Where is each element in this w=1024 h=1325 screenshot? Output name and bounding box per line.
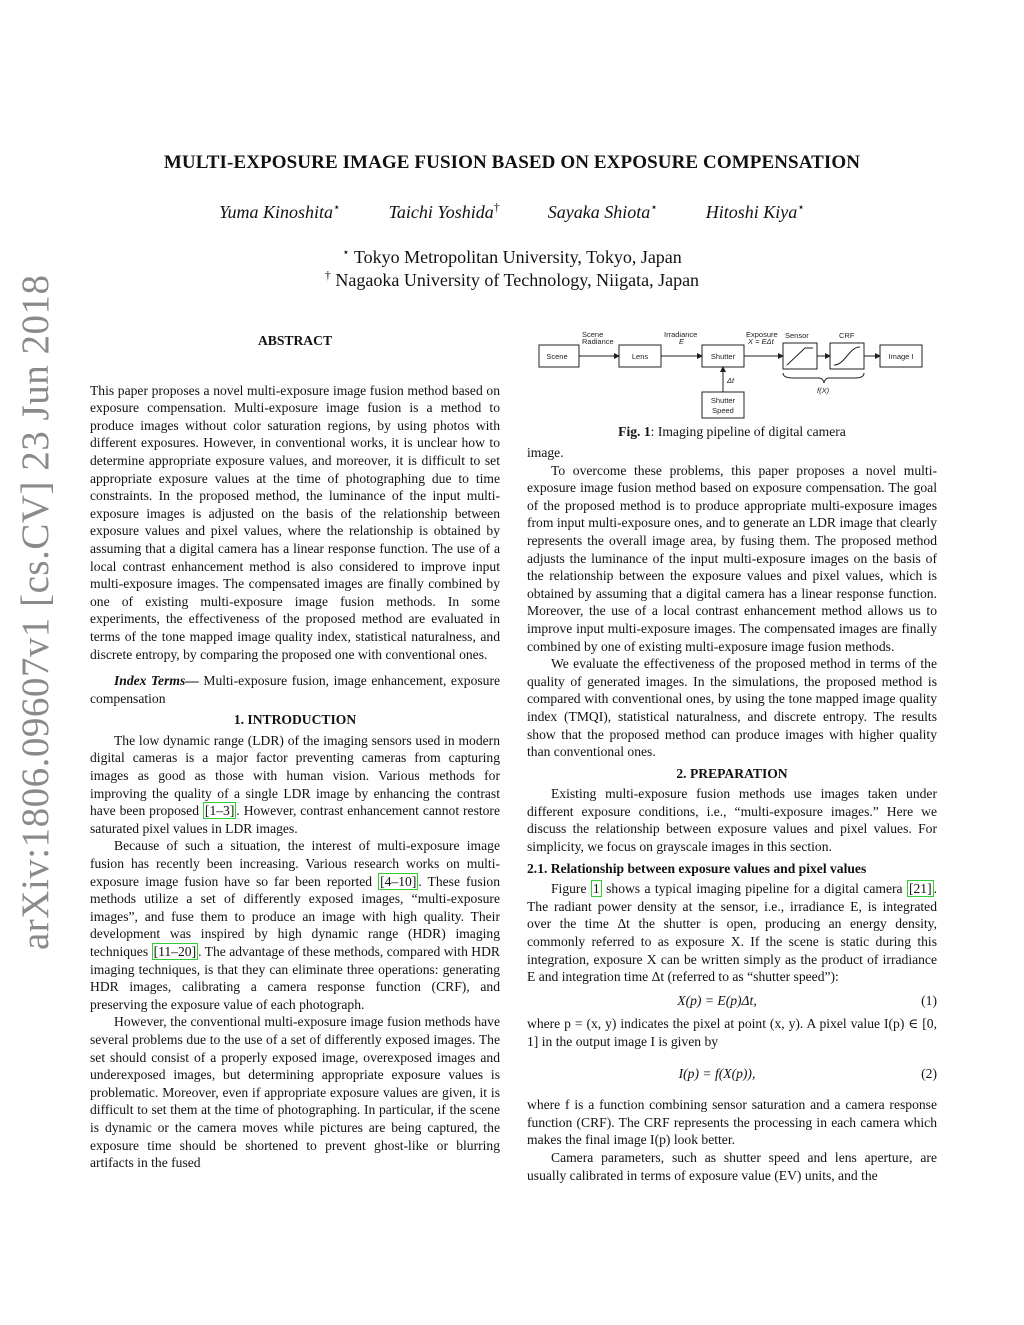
- shutter-box-label: Shutter: [710, 352, 736, 361]
- label-delta-t: Δt: [727, 376, 735, 385]
- intro-paragraph-4: To overcome these problems, this paper proposes a novel multi-exposure image fusion method based on exposure compensation. The goal of the proposed method is to produce appropriate multi-exposure images from input multi-exposure ones, and to generate an LDR image that clearly represents the overall image area, by fusing them. The proposed method adjusts the luminance of the input multi-exposure images on the basis of the relationship between the exposure values and pixel values, which is obtained by assuming that a digital camera has a linear response function. Moreover, the use of a local contrast enhancement method allows us to improve input multi-exposure images. The compensated images are finally combined by one of existing multi-exposure image fusion methods.: [527, 462, 937, 654]
- section-heading-preparation: 2. PREPARATION: [676, 765, 788, 781]
- citation-link[interactable]: [11–20]: [153, 944, 197, 959]
- scene-box-label: Scene: [546, 352, 568, 361]
- prep-paragraph-4: where f is a function combining sensor saturation and a camera response function (CRF). The CRF represents the processing in each camera which makes the final image I(p) look better.: [527, 1097, 937, 1148]
- label-exposure: Exposure: [746, 330, 778, 339]
- sensor-box: [783, 343, 817, 369]
- label-crf: CRF: [839, 331, 855, 340]
- prep-paragraph-3: where p = (x, y) indicates the pixel at point (x, y). A pixel value I(p) ∈ [0, 1] in the output image I is given by: [527, 1016, 937, 1049]
- label-sensor: Sensor: [785, 331, 809, 340]
- left-column: [90, 332, 500, 1172]
- intro-paragraph-1: The low dynamic range (LDR) of the imaging sensors used in modern digital cameras is a major factor preventing cameras from capturing images as good as those with human vision. Various methods for improving the quality of a single LDR image by enhancing the contrast have been proposed [1–3] . However, contrast enhancement cannot restore saturated pixel values in LDR images.: [90, 732, 500, 836]
- prep-paragraph-5: Camera parameters, such as shutter speed and lens aperture, are usually calibrated in terms of exposure value (EV) units, and the: [527, 1149, 937, 1183]
- subsection-heading-2-1: 2.1. Relationship between exposure values and pixel values: [527, 860, 867, 876]
- citation-link[interactable]: [1–3]: [204, 803, 235, 819]
- author: Yuma Kinoshita⋆: [219, 200, 341, 222]
- author: Taichi Yoshida†: [388, 200, 500, 222]
- affiliation-2: † Nagaoka University of Technology, Niigata, Japan: [324, 268, 700, 290]
- paper-title: MULTI-EXPOSURE IMAGE FUSION BASED ON EXPOSURE COMPENSATION: [163, 152, 861, 173]
- shutter-speed-label: Speed: [712, 406, 734, 415]
- author: Sayaka Shiota⋆: [547, 200, 658, 222]
- section-heading-introduction: 1. INTRODUCTION: [233, 712, 357, 728]
- arxiv-side-stamp: arXiv:1806.09607v1 [cs.CV] 23 Jun 2018: [14, 274, 57, 950]
- author-list: [0, 200, 1024, 223]
- label-scene-radiance: Scene: [582, 330, 604, 339]
- index-terms: Index Terms— Multi-exposure fusion, image enhancement, exposure compensation: [90, 673, 501, 706]
- label-irradiance-e: E: [679, 337, 685, 346]
- equation-1: X(p) = E(p)Δt, (1): [677, 992, 937, 1008]
- imaging-pipeline-diagram: [527, 330, 937, 422]
- citation-link[interactable]: [4–10]: [380, 873, 417, 889]
- label-scene-radiance: Radiance: [582, 337, 614, 346]
- figure-1: [527, 330, 937, 440]
- equation-2: I(p) = f(X(p)), (2): [678, 1065, 937, 1081]
- intro-paragraph-3-continued: image.: [527, 445, 564, 460]
- shutter-speed-label: Shutter: [710, 396, 736, 405]
- label-irradiance: Irradiance: [664, 330, 698, 339]
- prep-paragraph-2: Figure 1 shows a typical imaging pipeline for a digital camera [21] . The radiant power density at the sensor, i.e., irradiance E, is integrated over the time Δt the shutter is open, producing an energy density, commonly referred to as exposure X. If the scene is static during this integration, exposure X can be written simply as the product of irradiance E and integration time Δt (referred to as “shutter speed”):: [527, 881, 938, 985]
- intro-paragraph-3: However, the conventional multi-exposure image fusion methods have several problems due to the use of a set of differently exposed images. The set should consist of a properly exposed image, overexposed images and underexposed images, but determining appropriate exposure values is problematic. Moreover, even if appropriate exposure values are given, it is difficult to set them at the time of photographing. In particular, if the scene is dynamic or the camera moves while pictures are being captured, the exposure time should be shortened to prevent ghost-like or blurring artifacts in the fused: [90, 1014, 500, 1171]
- author: Hitoshi Kiya⋆: [705, 200, 805, 222]
- intro-paragraph-2: Because of such a situation, the interest of multi-exposure image fusion has recently been increasing. Various research works on multi-exposure image fusion have so far been reported [4–10] . These fusion methods utilize a set of differently exposed images, “multi-exposure images”, and fuse them to produce an image with high quality. Their development was inspired by high dynamic range (HDR) imaging techniques [11–20] . The advantage of these methods, compared with HDR imaging techniques, is that they can eliminate three operations: generating HDR images, calibrating a camera response function (CRF), and preserving the exposure value of each photograph.: [90, 838, 500, 1012]
- label-exposure-eq: X = EΔt: [748, 337, 774, 346]
- abstract-heading: ABSTRACT: [257, 333, 333, 348]
- image-box-label: Image I: [888, 352, 914, 361]
- prep-paragraph-1: Existing multi-exposure fusion methods use images taken under different exposure conditions, i.e., “multi-exposure images.” Here we discuss the relationship between exposure values and pixel values. For simplicity, we focus on grayscale images in this section.: [527, 786, 937, 855]
- right-column: [527, 444, 937, 1184]
- affiliation-1: ⋆ Tokyo Metropolitan University, Tokyo, Japan: [342, 245, 682, 267]
- citation-link[interactable]: [21]: [908, 881, 932, 897]
- figure-1-caption: Fig. 1: Imaging pipeline of digital camera: [618, 424, 846, 439]
- fx-brace: [783, 373, 864, 383]
- intro-paragraph-5: We evaluate the effectiveness of the proposed method in terms of the quality of generated images. In the simulations, the proposed method is compared with conventional ones, by using the tone mapped image quality index (TMQI), statistical naturalness, and discrete entropy. The results show that the proposed method can produce images with higher quality than conventional ones.: [527, 656, 937, 760]
- label-fx: f(X): [817, 386, 830, 395]
- figure-ref-link[interactable]: 1: [592, 881, 600, 897]
- abstract-text: This paper proposes a novel multi-exposure image fusion method based on exposure compensation. Multi-exposure image fusion is a method to produce images without color saturation regions, by using photos with different exposures. However, in conventional works, it is unclear how to determine appropriate exposure values, and moreover, it is difficult to set appropriate exposure values at the time of photographing due to time constraints. In the proposed method, the luminance of the input multi-exposure images is adjusted on the basis of the relationship between exposure values and pixel values, where the relationship is obtained by assuming that a digital camera has a linear response function. The use of a local contrast enhancement method is also considered to improve input multi-exposure images. The compensated images are finally combined by one of existing multi-exposure image fusion methods. In some experiments, the effectiveness of the proposed method are evaluated in terms of the tone mapped image quality index, statistical naturalness, and discrete entropy, by comparing the proposed one with conventional ones.: [90, 382, 500, 662]
- lens-box-label: Lens: [631, 352, 649, 361]
